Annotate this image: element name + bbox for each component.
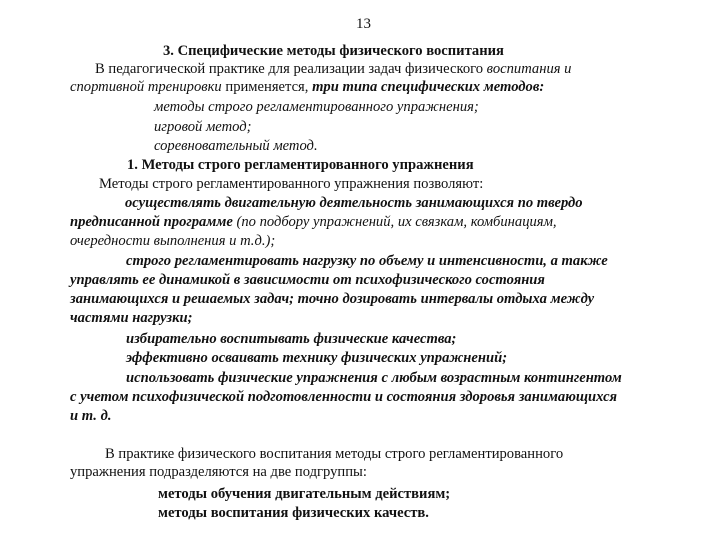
subsection-title: 1. Методы строго регламентированного упражнения — [127, 157, 474, 173]
item-5-line-3: и т. д. — [70, 408, 112, 424]
item-5-line-2: с учетом психофизической подготовленности и состояния здоровья занимающихся — [70, 389, 618, 405]
methods-list-item: игровой метод; — [154, 119, 252, 135]
intro-line-2-bold: три типа специфических методов: — [312, 79, 545, 95]
closing-line-1: В практике физического воспитания методы строго регламентированного — [105, 446, 564, 462]
closing-line-2: упражнения подразделяются на две подгруппы: — [70, 464, 367, 480]
item-2-line-4: частями нагрузки; — [70, 310, 193, 326]
item-1-line-2 — [70, 213, 557, 231]
item-1-line-3: очередности выполнения и т.д.); — [70, 233, 276, 249]
intro-line-1 — [95, 60, 571, 78]
subgroup-item: методы воспитания физических качеств. — [158, 505, 429, 521]
intro-line-2-text: применяется, — [221, 79, 313, 95]
intro-line-2-italic: спортивной тренировки — [70, 79, 222, 95]
item-2-line-3: занимающихся и решаемых задач; точно дозировать интервалы отдыха между — [70, 291, 595, 307]
item-2-line-2: управлять ее динамикой в зависимости от психофизического состояния — [70, 272, 545, 288]
intro-line-1-italic: воспитания и — [483, 61, 572, 77]
item-3: избирательно воспитывать физические качества; — [126, 331, 457, 347]
item-1-line-2-bold: предписанной программе — [70, 214, 233, 230]
subgroup-item: методы обучения двигательным действиям; — [158, 486, 451, 502]
item-4: эффективно осваивать технику физических упражнений; — [126, 350, 508, 366]
item-1-line-2-italic: (по подбору упражнений, их связкам, комбинациям, — [232, 214, 557, 230]
section-title: 3. Специфические методы физического воспитания — [163, 43, 504, 59]
page-number: 13 — [356, 16, 371, 32]
intro-line-2 — [70, 78, 544, 96]
item-5-line-1: использовать физические упражнения с любым возрастным контингентом — [126, 370, 622, 386]
item-1-line-1: осуществлять двигательную деятельность занимающихся по твердо — [125, 195, 583, 211]
methods-list-item: методы строго регламентированного упражнения; — [154, 99, 479, 115]
intro-line-1-text: В педагогической практике для реализации задач физического — [95, 61, 484, 77]
methods-list-item: соревновательный метод. — [154, 138, 318, 154]
item-2-line-1: строго регламентировать нагрузку по объему и интенсивности, а также — [126, 253, 608, 269]
allows-line: Методы строго регламентированного упражнения позволяют: — [99, 176, 484, 192]
